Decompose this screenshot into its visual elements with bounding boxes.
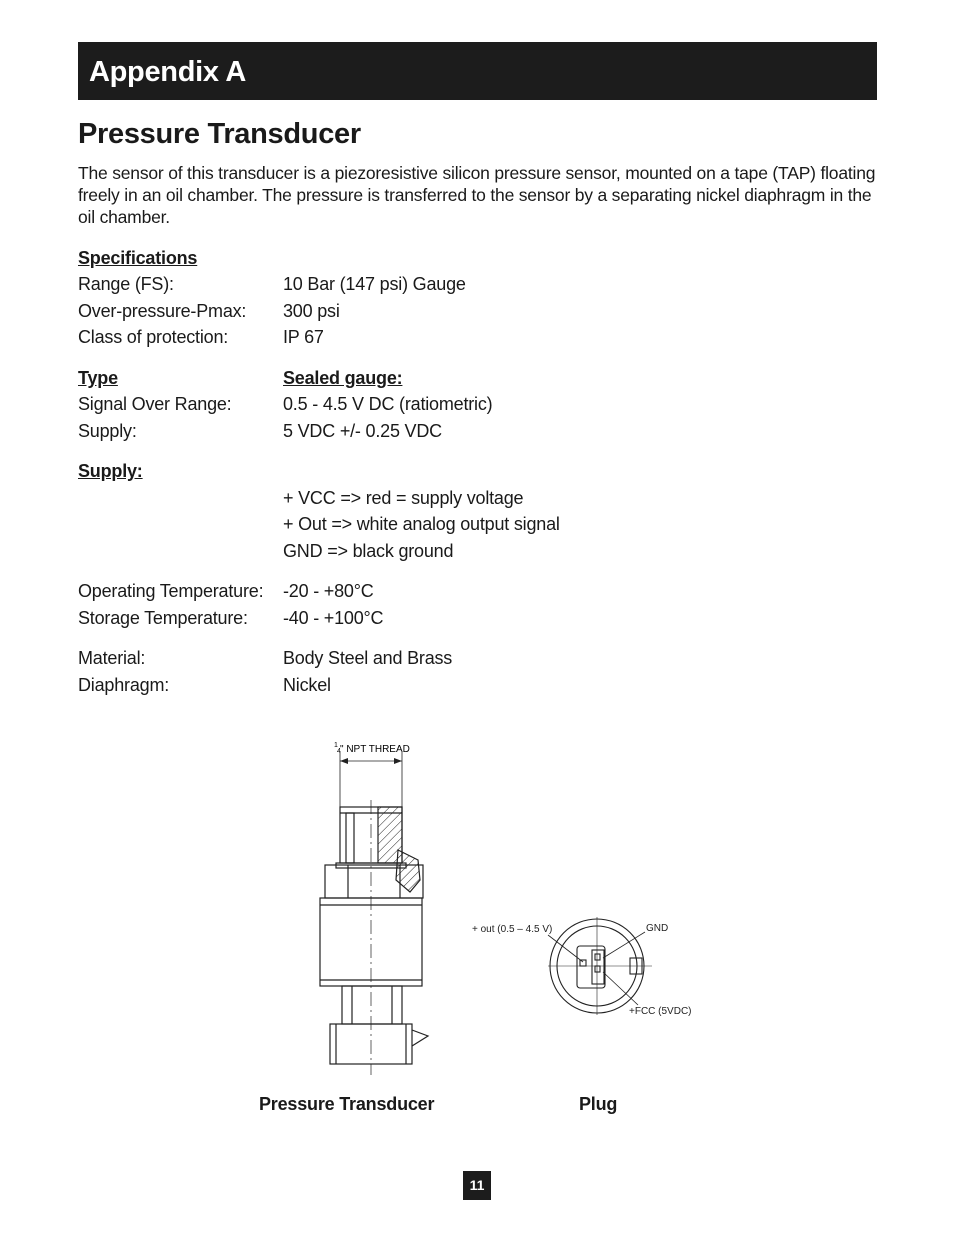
diaphragm-label: Diaphragm: bbox=[78, 675, 170, 695]
temp-value-storage: -40 - +100°C bbox=[283, 608, 384, 628]
thread-fraction-den: 4 bbox=[337, 748, 341, 755]
type-heading: Type bbox=[78, 368, 118, 388]
spec-value-overpressure: 300 psi bbox=[283, 301, 340, 321]
type-label-supply: Supply: bbox=[78, 421, 137, 441]
page-number: 11 bbox=[463, 1171, 491, 1200]
thread-label bbox=[334, 742, 410, 755]
diaphragm-value: Nickel bbox=[283, 675, 331, 695]
supply-line-out: + Out => white analog output signal bbox=[283, 514, 560, 534]
supply-line-vcc: + VCC => red = supply voltage bbox=[283, 488, 524, 508]
plug-fcc-label: +FCC (5VDC) bbox=[629, 1006, 692, 1017]
spec-label-protection: Class of protection: bbox=[78, 327, 229, 347]
sealed-gauge-heading: Sealed gauge: bbox=[283, 368, 403, 388]
plug-out-label: + out (0.5 – 4.5 V) bbox=[472, 924, 553, 935]
spec-label-overpressure: Over-pressure-Pmax: bbox=[78, 301, 247, 321]
page-title: Pressure Transducer bbox=[78, 118, 361, 150]
type-label-signal: Signal Over Range: bbox=[78, 394, 232, 414]
plug-drawing bbox=[548, 917, 652, 1015]
type-value-supply: 5 VDC +/- 0.25 VDC bbox=[283, 421, 442, 441]
spec-value-protection: IP 67 bbox=[283, 327, 324, 347]
material-value: Body Steel and Brass bbox=[283, 648, 453, 668]
transducer-drawing bbox=[320, 752, 428, 1075]
plug-gnd-label: GND bbox=[646, 923, 669, 934]
spec-value-range: 10 Bar (147 psi) Gauge bbox=[283, 274, 466, 294]
caption-plug: Plug bbox=[579, 1094, 618, 1114]
material-label: Material: bbox=[78, 648, 146, 668]
temp-label-operating: Operating Temperature: bbox=[78, 581, 264, 601]
supply-heading: Supply: bbox=[78, 461, 143, 481]
temp-value-operating: -20 - +80°C bbox=[283, 581, 374, 601]
spec-label-range: Range (FS): bbox=[78, 274, 174, 294]
thread-fraction-num: 1 bbox=[334, 742, 338, 749]
intro-paragraph: The sensor of this transducer is a piezoresistive silicon pressure sensor, mounted on a tape (TAP) floating freely in an oil chamber. The pressure is transferred to the sensor by a separating nickel diaphragm in the oil chamber. bbox=[78, 163, 876, 227]
thread-text: " NPT THREAD bbox=[340, 744, 410, 755]
supply-line-gnd: GND => black ground bbox=[283, 541, 454, 561]
specifications-heading: Specifications bbox=[78, 248, 198, 268]
type-value-signal: 0.5 - 4.5 V DC (ratiometric) bbox=[283, 394, 493, 414]
temp-label-storage: Storage Temperature: bbox=[78, 608, 248, 628]
caption-pressure-transducer: Pressure Transducer bbox=[259, 1094, 435, 1114]
header-title: Appendix A bbox=[89, 56, 247, 88]
